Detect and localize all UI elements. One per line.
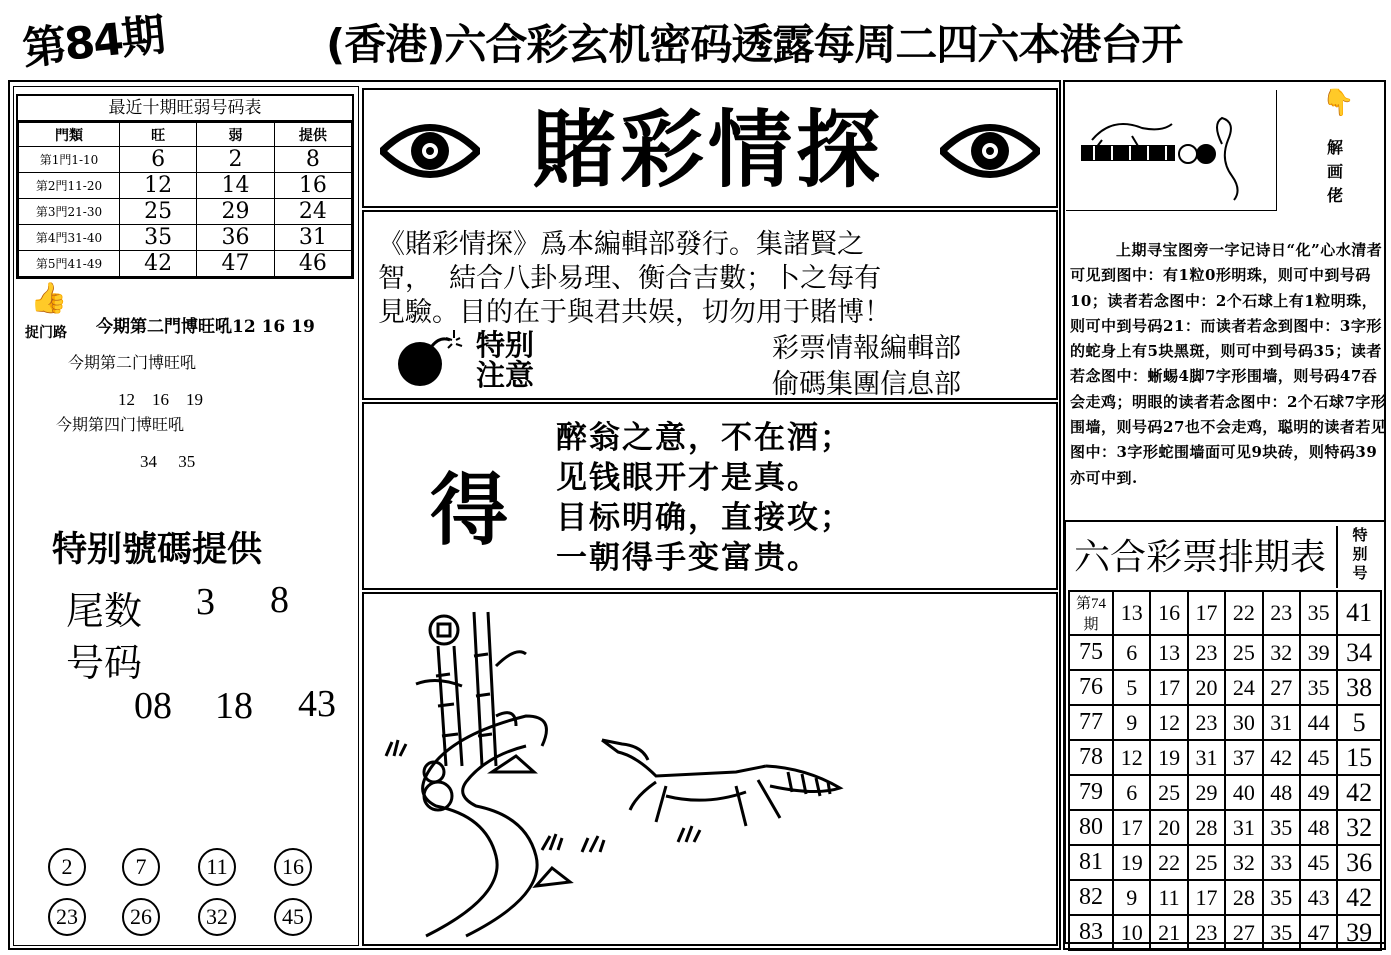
number-cell: 29 [1188, 775, 1225, 810]
weak-value: 29 [197, 199, 274, 225]
schedule-row [1069, 915, 1381, 950]
thumb-label: 捉门路 [25, 325, 67, 341]
schedule-row [1069, 591, 1381, 635]
schedule-row [1069, 740, 1381, 775]
fox-bamboo-illustration [366, 596, 1056, 946]
number-cell: 24 [1225, 670, 1262, 705]
eye-icon-left [380, 118, 480, 188]
issue-cell: 80 [1069, 810, 1113, 845]
schedule-row [1069, 880, 1381, 915]
number-cell: 22 [1150, 845, 1187, 880]
number-ball: 26 [122, 898, 160, 936]
number-cell: 16 [1150, 591, 1187, 635]
note-line-3: 12 16 19 [118, 390, 203, 409]
schedule-row [1069, 775, 1381, 810]
header-cell: 弱 [197, 123, 274, 147]
number-cell: 35 [1263, 915, 1300, 950]
strong-value: 42 [120, 251, 197, 277]
weak-value: 36 [197, 225, 274, 251]
number-cell: 22 [1225, 591, 1262, 635]
intro-line-2: 智， 結合八卦易理、衡合吉數；卜之每有 [378, 263, 882, 294]
special-cell: 15 [1337, 740, 1381, 775]
row-label: 第2門11-20 [19, 173, 120, 199]
thumbs-up-icon: 👍 [30, 281, 68, 316]
number-cell: 32 [1225, 845, 1262, 880]
number-ball: 16 [274, 848, 312, 886]
row-label: 第5門41-49 [19, 251, 120, 277]
note-line-5: 34 35 [140, 452, 196, 471]
page-title: (香港)六合彩玄机密码透露每周二四六本港台开 [326, 20, 1183, 69]
number-cell: 48 [1263, 775, 1300, 810]
number-cell: 11 [1150, 880, 1187, 915]
row-label: 第1門1-10 [19, 147, 120, 173]
issue-cell: 81 [1069, 845, 1113, 880]
tail-value: 8 [270, 579, 289, 621]
number-cell: 10 [1113, 915, 1150, 950]
pointing-hand-icon: 👇 [1322, 88, 1355, 118]
special-number: 08 [134, 685, 172, 727]
side-label: 解画佬 [1326, 138, 1343, 205]
strong-value: 35 [120, 225, 197, 251]
number-cell: 25 [1150, 775, 1187, 810]
bomb-icon [396, 328, 468, 392]
number-cell: 27 [1263, 670, 1300, 705]
number-cell: 31 [1263, 705, 1300, 740]
number-ball: 45 [274, 898, 312, 936]
number-cell: 20 [1188, 670, 1225, 705]
number-cell: 12 [1113, 740, 1150, 775]
number-cell: 21 [1150, 915, 1187, 950]
schedule-row [1069, 810, 1381, 845]
number-ball: 11 [198, 848, 236, 886]
number-cell: 17 [1188, 880, 1225, 915]
number-cell: 35 [1263, 880, 1300, 915]
schedule-special-header: 特 别 号 [1336, 526, 1382, 588]
number-cell: 35 [1300, 591, 1337, 635]
number-cell: 43 [1300, 880, 1337, 915]
special-cell: 32 [1337, 810, 1381, 845]
poem-line-2: 见钱眼开才是真。 [556, 460, 820, 496]
note-line-4: 今期第四门博旺吼 [56, 415, 185, 434]
tail-label: 尾数 [66, 589, 143, 633]
special-number: 43 [298, 683, 336, 725]
number-cell: 28 [1188, 810, 1225, 845]
notice-label: 特别 注意 [476, 328, 535, 392]
schedule-row [1069, 705, 1381, 740]
issue-cell: 78 [1069, 740, 1113, 775]
provide-value: 24 [274, 199, 351, 225]
number-cell: 9 [1113, 880, 1150, 915]
header-cell: 旺 [120, 123, 197, 147]
number-cell: 33 [1263, 845, 1300, 880]
issue-number: 第84期 [20, 9, 166, 76]
special-title: 特别號碼提供 [52, 530, 263, 570]
provide-value: 16 [274, 173, 351, 199]
number-cell: 6 [1113, 635, 1150, 670]
weak-value: 47 [197, 251, 274, 277]
strong-value: 6 [120, 147, 197, 173]
row-label: 第3門21-30 [19, 199, 120, 225]
issue-cell: 第74期 [1069, 591, 1113, 635]
schedule-row [1069, 635, 1381, 670]
number-cell: 6 [1113, 775, 1150, 810]
special-cell: 38 [1337, 670, 1381, 705]
number-cell: 37 [1225, 740, 1262, 775]
poem-line-4: 一朝得手变富贵。 [556, 540, 820, 576]
number-ball: 32 [198, 898, 236, 936]
note-line-1: 今期第二門博旺吼12 16 19 [96, 317, 315, 337]
number-label: 号码 [66, 641, 143, 685]
schedule-title: 六合彩票排期表 [1073, 537, 1326, 578]
number-cell: 32 [1263, 635, 1300, 670]
department-2: 偷碼集團信息部 [772, 369, 961, 400]
issue-cell: 77 [1069, 705, 1113, 740]
schedule-row [1069, 670, 1381, 705]
number-cell: 23 [1188, 635, 1225, 670]
number-cell: 13 [1113, 591, 1150, 635]
weak-value: 14 [197, 173, 274, 199]
issue-cell: 75 [1069, 635, 1113, 670]
special-cell: 36 [1337, 845, 1381, 880]
number-cell: 35 [1300, 670, 1337, 705]
issue-cell: 79 [1069, 775, 1113, 810]
poem-character: 得 [430, 465, 509, 556]
riddle-explanation: 上期寻宝图旁一字记诗日“化”心水清者可见到图中：有1粒0形明珠，则可中到号码10；读者若念图中：2个石球上有1粒明珠，则可中到号码21：而读者若念到图中：3字形的蛇身上有5块黑斑，则可中到号码35；读者若念图中：蜥蜴4脚7字形围墙，则号码47吞会走鸡；明眼的读者若念图中：2个石球7字形围墙，则号码27也不会走鸡，聪明的读者若见图中：3字形蛇围墙面可见9块砖，则特码39亦可中到. [1070, 241, 1387, 487]
special-cell: 42 [1337, 775, 1381, 810]
number-cell: 12 [1150, 705, 1187, 740]
issue-cell: 83 [1069, 915, 1113, 950]
number-cell: 40 [1225, 775, 1262, 810]
issue-cell: 76 [1069, 670, 1113, 705]
eye-icon-right [940, 118, 1040, 188]
schedule-table [1064, 520, 1386, 947]
number-ball: 23 [48, 898, 86, 936]
schedule-row [1069, 845, 1381, 880]
row-label: 第4門31-40 [19, 225, 120, 251]
number-cell: 17 [1150, 670, 1187, 705]
number-cell: 49 [1300, 775, 1337, 810]
number-cell: 42 [1263, 740, 1300, 775]
number-ball: 2 [48, 848, 86, 886]
number-cell: 23 [1188, 915, 1225, 950]
intro-line-3: 見驗。目的在于與君共娱，切勿用于賭博！ [378, 297, 891, 328]
number-cell: 27 [1225, 915, 1262, 950]
number-cell: 17 [1113, 810, 1150, 845]
special-number: 18 [215, 685, 253, 727]
weak-strong-title: 最近十期旺弱号码表 [18, 96, 352, 122]
number-cell: 25 [1188, 845, 1225, 880]
note-line-2: 今期第二门博旺吼 [68, 353, 197, 372]
number-cell: 39 [1300, 635, 1337, 670]
provide-value: 8 [274, 147, 351, 173]
number-cell: 17 [1188, 591, 1225, 635]
number-ball: 7 [122, 848, 160, 886]
special-cell: 5 [1337, 705, 1381, 740]
number-cell: 25 [1225, 635, 1262, 670]
number-cell: 45 [1300, 845, 1337, 880]
number-cell: 44 [1300, 705, 1337, 740]
number-cell: 20 [1150, 810, 1187, 845]
number-cell: 19 [1113, 845, 1150, 880]
number-cell: 23 [1188, 705, 1225, 740]
provide-value: 31 [274, 225, 351, 251]
department-1: 彩票情報編輯部 [772, 333, 961, 364]
provide-value: 46 [274, 251, 351, 277]
number-cell: 5 [1113, 670, 1150, 705]
number-cell: 31 [1188, 740, 1225, 775]
number-cell: 19 [1150, 740, 1187, 775]
lizard-snake-illustration [1072, 110, 1272, 210]
number-cell: 35 [1263, 810, 1300, 845]
number-cell: 30 [1225, 705, 1262, 740]
poem-line-3: 目标明确，直接攻； [556, 500, 853, 536]
special-cell: 42 [1337, 880, 1381, 915]
number-cell: 45 [1300, 740, 1337, 775]
number-cell: 28 [1225, 880, 1262, 915]
number-cell: 23 [1263, 591, 1300, 635]
header-cell: 門類 [19, 123, 120, 147]
tail-value: 3 [196, 581, 215, 623]
number-cell: 48 [1300, 810, 1337, 845]
special-cell: 39 [1337, 915, 1381, 950]
weak-value: 2 [197, 147, 274, 173]
special-cell: 41 [1337, 591, 1381, 635]
strong-value: 12 [120, 173, 197, 199]
special-cell: 34 [1337, 635, 1381, 670]
weak-strong-grid [18, 122, 352, 277]
strong-value: 25 [120, 199, 197, 225]
number-cell: 31 [1225, 810, 1262, 845]
poem-line-1: 醉翁之意，不在酒； [556, 420, 853, 456]
schedule-grid [1068, 590, 1382, 951]
header-cell: 提供 [274, 123, 351, 147]
number-cell: 9 [1113, 705, 1150, 740]
intro-line-1: 《賭彩情探》爲本編輯部發行。集諸賢之 [378, 229, 864, 260]
number-cell: 13 [1150, 635, 1187, 670]
logo-title: 賭彩情探 [531, 100, 884, 199]
weak-strong-table [16, 94, 354, 279]
issue-cell: 82 [1069, 880, 1113, 915]
number-cell: 47 [1300, 915, 1337, 950]
